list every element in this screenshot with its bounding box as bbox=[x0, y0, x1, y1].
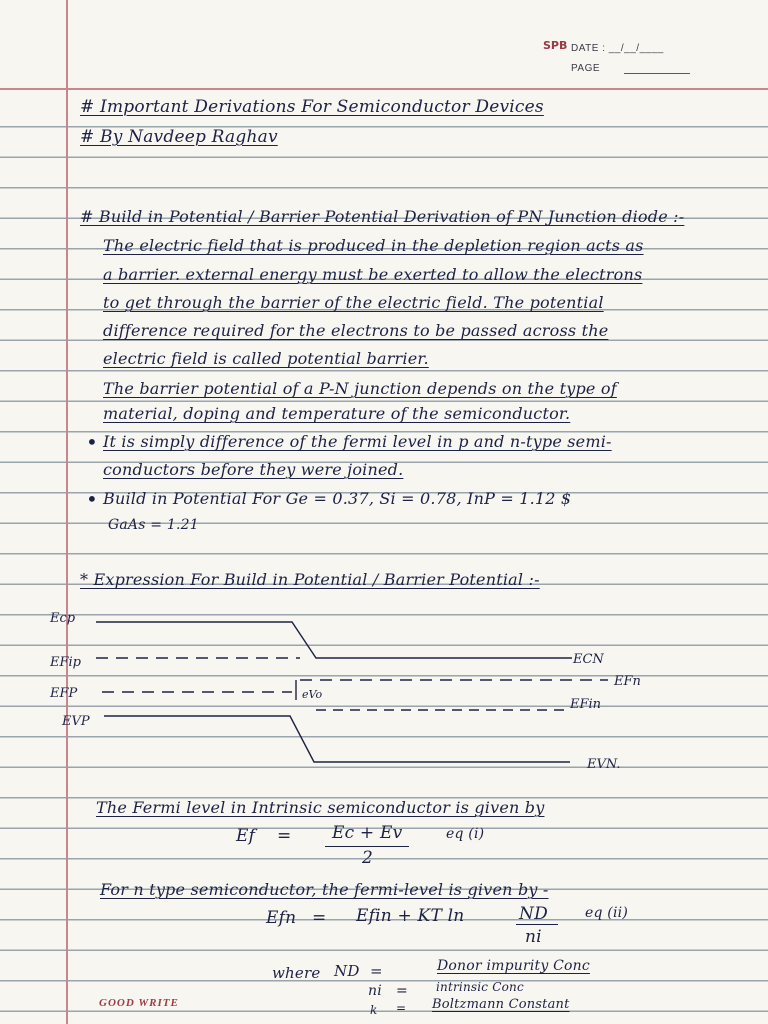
valence-band-line bbox=[104, 716, 570, 762]
header-rule bbox=[0, 88, 768, 90]
level-label-efin: EFin bbox=[570, 697, 602, 712]
bullet-line: It is simply difference of the fermi level in p and n-type semi- bbox=[103, 432, 612, 451]
n-type-fermi-intro: For n type semiconductor, the fermi-level is given by - bbox=[100, 880, 549, 899]
def-symbol: ND bbox=[334, 962, 360, 980]
eq1-numerator: Ec + Ev bbox=[332, 823, 403, 843]
eq1-lhs: Ef bbox=[236, 826, 256, 846]
fermi-intrinsic-intro: The Fermi level in Intrinsic semiconductor is given by bbox=[96, 798, 545, 817]
def-text: Boltzmann Constant bbox=[432, 997, 570, 1012]
def-equals: = bbox=[396, 1001, 407, 1015]
bullet-line: GaAs = 1.21 bbox=[108, 517, 199, 533]
page-label: PAGE bbox=[571, 63, 601, 74]
eq2-fraction-bar bbox=[516, 924, 558, 925]
footer-brand: GOOD WRITE bbox=[99, 997, 179, 1009]
level-label-evn: EVN. bbox=[587, 757, 621, 772]
eq1-denominator: 2 bbox=[362, 848, 374, 868]
built-in-potential-label: eVo bbox=[302, 688, 323, 701]
def-equals: = bbox=[370, 962, 383, 980]
level-label-efp: EFP bbox=[50, 686, 78, 701]
eq2-rhs: Efin + KT ln bbox=[356, 906, 465, 926]
paragraph-line: The electric field that is produced in the depletion region acts as bbox=[103, 236, 644, 255]
section-heading-expression: * Expression For Build in Potential / Barrier Potential :- bbox=[80, 570, 540, 589]
paragraph-line: The barrier potential of a P-N junction depends on the type of bbox=[103, 379, 617, 398]
energy-band-diagram bbox=[0, 600, 768, 780]
level-label-ecp: Ecp bbox=[50, 611, 76, 626]
def-symbol: ni bbox=[368, 983, 382, 999]
section-heading-built-in-potential: # Build in Potential / Barrier Potential Derivation of PN Junction diode :- bbox=[80, 207, 685, 226]
eq2-equals: = bbox=[312, 908, 327, 928]
def-text: Donor impurity Conc bbox=[437, 958, 590, 974]
eq1-tag: eq (i) bbox=[446, 826, 485, 842]
eq2-lhs: Efn bbox=[266, 908, 297, 928]
eq1-equals: = bbox=[277, 826, 292, 846]
page-number-line bbox=[624, 73, 690, 74]
paragraph-line: material, doping and temperature of the semiconductor. bbox=[103, 404, 571, 423]
paragraph-line: a barrier. external energy must be exerted to allow the electrons bbox=[103, 265, 643, 284]
notebook-brand-logo: SPB bbox=[543, 39, 568, 52]
def-text: intrinsic Conc bbox=[436, 980, 524, 994]
def-equals: = bbox=[396, 983, 408, 999]
bullet: • bbox=[86, 487, 98, 511]
paragraph-line: difference required for the electrons to be passed across the bbox=[103, 321, 609, 340]
title-line-2: # By Navdeep Raghav bbox=[80, 127, 278, 147]
level-label-evp: EVP bbox=[62, 714, 90, 729]
bullet-line: conductors before they were joined. bbox=[103, 460, 404, 479]
level-label-efip: EFip bbox=[50, 655, 81, 670]
paragraph-line: electric field is called potential barrier. bbox=[103, 349, 429, 368]
eq2-tag: eq (ii) bbox=[585, 905, 628, 921]
paragraph-line: to get through the barrier of the electric field. The potential bbox=[103, 293, 604, 312]
bullet: • bbox=[86, 430, 98, 454]
margin-line bbox=[66, 0, 68, 1024]
eq1-fraction-bar bbox=[325, 846, 409, 847]
where-label: where bbox=[272, 964, 321, 982]
def-symbol: k bbox=[370, 1003, 378, 1017]
bullet-line: Build in Potential For Ge = 0.37, Si = 0.78, InP = 1.12 $ bbox=[103, 489, 572, 508]
level-label-efn: EFn bbox=[614, 674, 641, 689]
title-line-1: # Important Derivations For Semiconductor Devices bbox=[80, 97, 544, 117]
date-label: DATE : __/__/____ bbox=[571, 43, 664, 54]
eq2-numerator: ND bbox=[519, 904, 548, 924]
conduction-band-line bbox=[96, 622, 572, 658]
eq2-denominator: ni bbox=[525, 927, 542, 947]
level-label-ecn: ECN bbox=[573, 652, 604, 667]
